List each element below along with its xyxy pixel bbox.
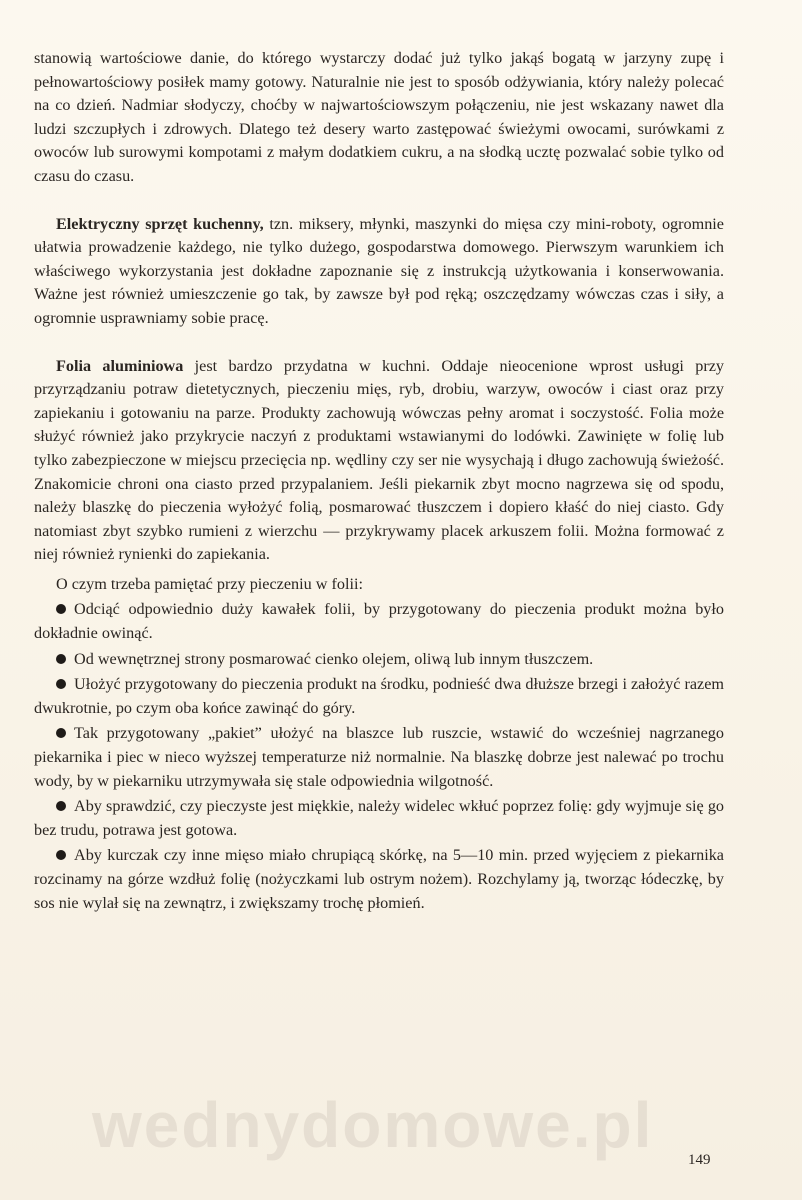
page-content	[34, 47, 724, 915]
equipment-paragraph	[34, 213, 724, 331]
bullet-item	[34, 673, 724, 720]
section-gap	[34, 189, 724, 213]
bullet-text: Od wewnętrznej strony posmarować cienko olejem, oliwą lub innym tłuszczem.	[74, 649, 594, 668]
bullet-item	[34, 844, 724, 915]
bullet-text: Odciąć odpowiednio duży kawałek folii, by przygotowany do pieczenia produkt można było dokładnie owinąć.	[34, 600, 724, 643]
bullet-text: Aby kurczak czy inne mięso miało chrupiącą skórkę, na 5—10 min. przed wyjęciem z piekarnika rozcinamy na górze wzdłuż folię (nożyczkami lub ostrym nożem). Rozchylamy ją, tworząc łódeczkę, by sos nie wylał się na zewnątrz, i zwiększamy trochę płomień.	[34, 846, 724, 912]
equipment-heading: Elektryczny sprzęt kuchenny,	[56, 214, 264, 233]
foil-question: O czym trzeba pamiętać przy pieczeniu w folii:	[56, 574, 363, 593]
page-number: 149	[688, 1152, 711, 1168]
bullet-icon	[56, 850, 66, 860]
bullet-item	[34, 598, 724, 645]
foil-heading: Folia aluminiowa	[56, 356, 184, 375]
foil-text: jest bardzo przydatna w kuchni. Oddaje nieocenione wprost usługi przy przyrządzaniu potraw dietetycznych, pieczeniu mięs, ryb, drobiu, warzyw, owoców i ciast oraz przy zapiekaniu i gotowaniu na parze. Produkty zachowują wówczas pełny aromat i soczystość. Folia może służyć również jako przykrycie naczyń z produktami wstawianymi do lodówki. Zawinięte w folię lub tylko zabezpieczone w miejscu przecięcia np. wędliny czy ser nie wysychają i długo zachowują świeżość. Znakomicie chroni ona ciasto przed przypalaniem. Jeśli piekarnik zbyt mocno nagrzewa się od spodu, należy blaszkę do pieczenia wyłożyć folią, posmarować tłuszczem i dopiero kłaść do niej ciasto. Gdy natomiast zbyt szybko rumieni z wierzchu — przykrywamy placek arkuszem folii. Można formować z niej również rynienki do zapiekania.	[34, 356, 724, 564]
bullet-icon	[56, 654, 66, 664]
foil-paragraph	[34, 355, 724, 567]
section-gap	[34, 331, 724, 355]
bullet-item	[34, 722, 724, 793]
bullet-item	[34, 648, 724, 672]
bullet-text: Aby sprawdzić, czy pieczyste jest miękkie, należy widelec wkłuć poprzez folię: gdy wyjmuje się go bez trudu, potrawa jest gotowa.	[34, 797, 724, 839]
watermark: wednydomowe.pl	[92, 1089, 654, 1161]
bullet-text: Ułożyć przygotowany do pieczenia produkt na środku, podnieść dwa dłuższe brzegi i założyć razem dwukrotnie, po czym oba końce zawinąć do góry.	[34, 675, 724, 717]
bullet-icon	[56, 679, 66, 689]
bullet-item	[34, 795, 724, 842]
bullet-icon	[56, 801, 66, 811]
intro-paragraph: stanowią wartościowe danie, do którego wystarczy dodać już tylko jakąś bogatą w jarzyny zupę i pełnowartościowy posiłek mamy gotowy. Naturalnie nie jest to sposób odżywiania, który należy polecać na co dzień. Nadmiar słodyczy, choćby w najwartościowszym połączeniu, nie jest wskazany nawet dla ludzi szczupłych i zdrowych. Dlatego też desery warto zastępować świeżymi owocami, surówkami z owoców lub surowymi kompotami z małym dodatkiem cukru, a na słodką ucztę pozwalać sobie tylko od czasu do czasu.	[34, 49, 724, 185]
bullet-icon	[56, 604, 66, 614]
bullet-text: Tak przygotowany „pakiet” ułożyć na blaszce lub ruszcie, wstawić do wcześniej nagrzanego piekarnika i piec w nieco wyższej temperaturze niż normalnie. Na blaszkę dobrze jest nalewać po trochu wody, by w piekarniku utrzymywała się stale odpowiednia wilgotność.	[34, 724, 724, 790]
equipment-text: tzn. miksery, młynki, maszynki do mięsa czy mini-roboty, ogromnie ułatwia prowadzenie każdego, nie tylko dużego, gospodarstwa domowego. Pierwszym warunkiem ich właściwego wykorzystania jest dokładne zapoznanie się z instrukcją użytkowania i konserwowania. Ważne jest również umieszczenie go tak, by zawsze był pod ręką; oszczędzamy wówczas czas i siły, a ogromnie usprawniamy sobie pracę.	[34, 214, 724, 327]
bullet-icon	[56, 728, 66, 738]
